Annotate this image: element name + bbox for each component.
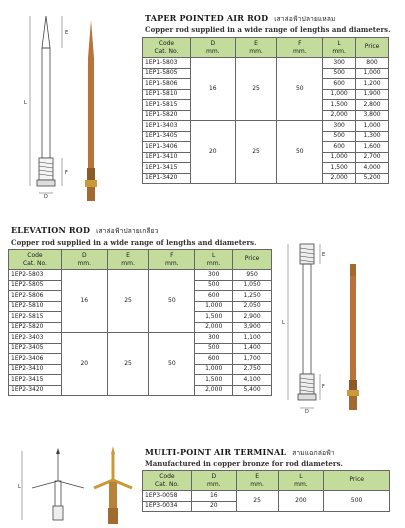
price-cell: 2,800 (356, 100, 389, 111)
code-cell: 1EP2-5805 (9, 280, 62, 291)
length-cell: 2,000 (323, 173, 356, 184)
length-cell: 2,000 (323, 110, 356, 121)
header-unit: Cat. No. (22, 259, 47, 267)
header-unit: mm. (249, 47, 263, 55)
elevation-header-1 (61, 250, 107, 270)
elev-dim-d: D (305, 409, 309, 413)
header-unit: mm. (207, 480, 221, 488)
length-cell: 1,000 (195, 301, 233, 312)
header-unit: Cat. No. (154, 480, 179, 488)
table-row (143, 121, 389, 132)
elevation-header-row (9, 250, 272, 270)
code-cell: 1EP1-5810 (143, 89, 191, 100)
multipoint-header-row (143, 471, 390, 491)
price-cell: 500 (324, 491, 390, 512)
code-cell: 1EP2-5815 (9, 312, 62, 323)
header-label: E (255, 472, 259, 480)
header-label: Price (349, 475, 364, 483)
elevation-title (11, 225, 158, 236)
price-cell: 5,200 (356, 173, 389, 184)
dim-d-cell: 20 (61, 333, 107, 396)
price-cell: 1,900 (356, 89, 389, 100)
code-cell: 1EP1-5815 (143, 100, 191, 111)
code-cell: 1EP2-3410 (9, 364, 62, 375)
elev-dim-l: L (282, 320, 285, 326)
elevation-header-3 (149, 250, 195, 270)
dim-f-cell: 50 (149, 333, 195, 396)
elevation-subtitle: Copper rod supplied in a wide range of lengths and diameters. (11, 238, 257, 247)
taper-dim-f: F (65, 170, 68, 176)
header-unit: Cat. No. (154, 47, 179, 55)
table-row (143, 491, 390, 502)
taper-header-3 (277, 38, 323, 58)
taper-dim-e: E (65, 30, 69, 36)
price-cell: 2,900 (233, 312, 272, 323)
price-cell: 1,700 (233, 354, 272, 365)
dim-e-cell: 25 (107, 333, 149, 396)
header-label: L (337, 39, 341, 47)
dim-e-cell: 25 (107, 270, 149, 333)
header-label: D (211, 472, 217, 480)
dim-f-cell: 50 (149, 270, 195, 333)
code-cell: 1EP2-5820 (9, 322, 62, 333)
code-cell: 1EP2-5806 (9, 291, 62, 302)
length-cell: 1,000 (323, 89, 356, 100)
price-cell: 2,700 (356, 152, 389, 163)
length-cell: 1,500 (195, 312, 233, 323)
dim-f-cell: 50 (277, 58, 323, 121)
header-label: E (126, 251, 130, 259)
header-unit: mm. (77, 259, 92, 267)
dim-d-cell: 16 (191, 491, 236, 502)
header-label: F (170, 251, 174, 259)
length-cell: 2,000 (195, 385, 233, 396)
code-cell: 1EP1-5806 (143, 79, 191, 90)
multipoint-table (142, 470, 390, 512)
code-cell: 1EP3-0034 (143, 501, 192, 512)
multipoint-header-3 (278, 471, 324, 491)
price-cell: 1,300 (356, 131, 389, 142)
dim-d-cell: 16 (190, 58, 235, 121)
price-cell: 4,100 (233, 375, 272, 386)
taper-title-thai: เสาล่อฟ้าปลายแหลม (274, 15, 336, 23)
header-unit: mm. (165, 259, 179, 267)
code-cell: 1EP1-3405 (143, 131, 191, 142)
table-row (9, 333, 272, 344)
taper-table (142, 37, 389, 184)
code-cell: 1EP1-3406 (143, 142, 191, 153)
taper-dim-d: D (44, 194, 48, 198)
price-cell: 1,000 (356, 121, 389, 132)
header-unit: mm. (332, 47, 346, 55)
header-label: Price (364, 42, 380, 50)
code-cell: 1EP2-5803 (9, 270, 62, 281)
length-cell: 600 (195, 291, 233, 302)
price-cell: 1,400 (233, 343, 272, 354)
length-cell: 1,500 (195, 375, 233, 386)
dim-e-cell: 25 (235, 58, 277, 121)
header-unit: mm. (293, 47, 307, 55)
price-cell: 2,750 (233, 364, 272, 375)
length-cell: 500 (195, 280, 233, 291)
price-cell: 800 (356, 58, 389, 69)
taper-subtitle: Copper rod supplied in a wide range of lengths and diameters. (145, 25, 391, 34)
elevation-header-4 (195, 250, 233, 270)
length-cell: 500 (323, 68, 356, 79)
header-unit: mm. (121, 259, 135, 267)
multipoint-subtitle: Manufactured in copper bronze for rod diameters. (145, 459, 343, 468)
dim-d-cell: 16 (61, 270, 107, 333)
code-cell: 1EP2-3415 (9, 375, 62, 386)
multipoint-header-4 (324, 471, 390, 491)
header-label: Code (158, 39, 175, 47)
code-cell: 1EP3-0058 (143, 491, 192, 502)
elevation-title-thai: เสาล่อฟ้าปลายเกลียว (96, 227, 159, 235)
taper-header-5 (356, 38, 389, 58)
length-cell: 1,500 (323, 163, 356, 174)
taper-rod-photo (80, 18, 102, 203)
elevation-header-0 (9, 250, 62, 270)
code-cell: 1EP1-5805 (143, 68, 191, 79)
price-cell: 1,200 (356, 79, 389, 90)
table-row (143, 58, 389, 69)
multipoint-header-2 (236, 471, 278, 491)
taper-title (145, 13, 336, 24)
elevation-rod-photo (343, 262, 363, 412)
price-cell: 1,250 (233, 291, 272, 302)
length-cell: 200 (278, 491, 324, 512)
multipoint-header-0 (143, 471, 192, 491)
taper-header-2 (235, 38, 277, 58)
elevation-title-text: ELEVATION ROD (11, 225, 91, 235)
header-label: L (299, 472, 303, 480)
code-cell: 1EP1-5820 (143, 110, 191, 121)
taper-title-text: TAPER POINTED AIR ROD (145, 13, 269, 23)
length-cell: 600 (195, 354, 233, 365)
header-label: D (81, 251, 87, 259)
length-cell: 600 (323, 79, 356, 90)
code-cell: 1EP2-3420 (9, 385, 62, 396)
taper-header-1 (190, 38, 235, 58)
code-cell: 1EP2-5810 (9, 301, 62, 312)
multipoint-header-1 (191, 471, 236, 491)
length-cell: 1,500 (323, 100, 356, 111)
header-label: Price (244, 254, 260, 262)
dim-d-cell: 20 (191, 501, 236, 512)
length-cell: 500 (195, 343, 233, 354)
length-cell: 300 (323, 58, 356, 69)
multipoint-title-text: MULTI-POINT AIR TERMINAL (145, 447, 287, 457)
price-cell: 3,800 (356, 110, 389, 121)
price-cell: 1,050 (233, 280, 272, 291)
header-unit: mm. (205, 47, 220, 55)
elev-dim-e: E (322, 252, 326, 258)
header-unit: mm. (294, 480, 308, 488)
length-cell: 300 (195, 270, 233, 281)
length-cell: 600 (323, 142, 356, 153)
dim-d-cell: 20 (190, 121, 235, 184)
length-cell: 1,000 (323, 152, 356, 163)
elev-dim-f: F (322, 384, 325, 390)
code-cell: 1EP1-3420 (143, 173, 191, 184)
code-cell: 1EP1-5803 (143, 58, 191, 69)
price-cell: 1,000 (356, 68, 389, 79)
code-cell: 1EP2-3406 (9, 354, 62, 365)
table-row (9, 270, 272, 281)
header-unit: mm. (250, 480, 264, 488)
elevation-header-5 (233, 250, 272, 270)
code-cell: 1EP1-3403 (143, 121, 191, 132)
dim-e-cell: 25 (236, 491, 278, 512)
length-cell: 2,000 (195, 322, 233, 333)
dim-f-cell: 50 (277, 121, 323, 184)
taper-header-row (143, 38, 389, 58)
taper-header-0 (143, 38, 191, 58)
price-cell: 4,000 (356, 163, 389, 174)
multipoint-diagram (18, 446, 98, 526)
code-cell: 1EP1-3410 (143, 152, 191, 163)
multipoint-photo (88, 446, 138, 526)
price-cell: 1,100 (233, 333, 272, 344)
code-cell: 1EP2-3405 (9, 343, 62, 354)
multi-dim-l: L (18, 484, 21, 490)
elevation-table (8, 249, 272, 396)
multipoint-title (145, 447, 335, 458)
header-label: L (212, 251, 216, 259)
taper-dim-l: L (24, 100, 27, 106)
header-label: Code (159, 472, 175, 480)
code-cell: 1EP2-3403 (9, 333, 62, 344)
multipoint-title-thai: สามแฉกล่อฟ้า (292, 449, 335, 457)
elevation-header-2 (107, 250, 149, 270)
length-cell: 1,000 (195, 364, 233, 375)
taper-header-4 (323, 38, 356, 58)
header-label: Code (27, 251, 43, 259)
price-cell: 2,050 (233, 301, 272, 312)
header-unit: mm. (206, 259, 221, 267)
dim-e-cell: 25 (235, 121, 277, 184)
header-label: D (210, 39, 216, 47)
length-cell: 500 (323, 131, 356, 142)
header-label: F (298, 39, 302, 47)
price-cell: 950 (233, 270, 272, 281)
price-cell: 3,900 (233, 322, 272, 333)
price-cell: 1,600 (356, 142, 389, 153)
length-cell: 300 (195, 333, 233, 344)
header-label: E (254, 39, 258, 47)
elevation-rod-diagram (280, 238, 330, 413)
price-cell: 5,400 (233, 385, 272, 396)
length-cell: 300 (323, 121, 356, 132)
code-cell: 1EP1-3415 (143, 163, 191, 174)
